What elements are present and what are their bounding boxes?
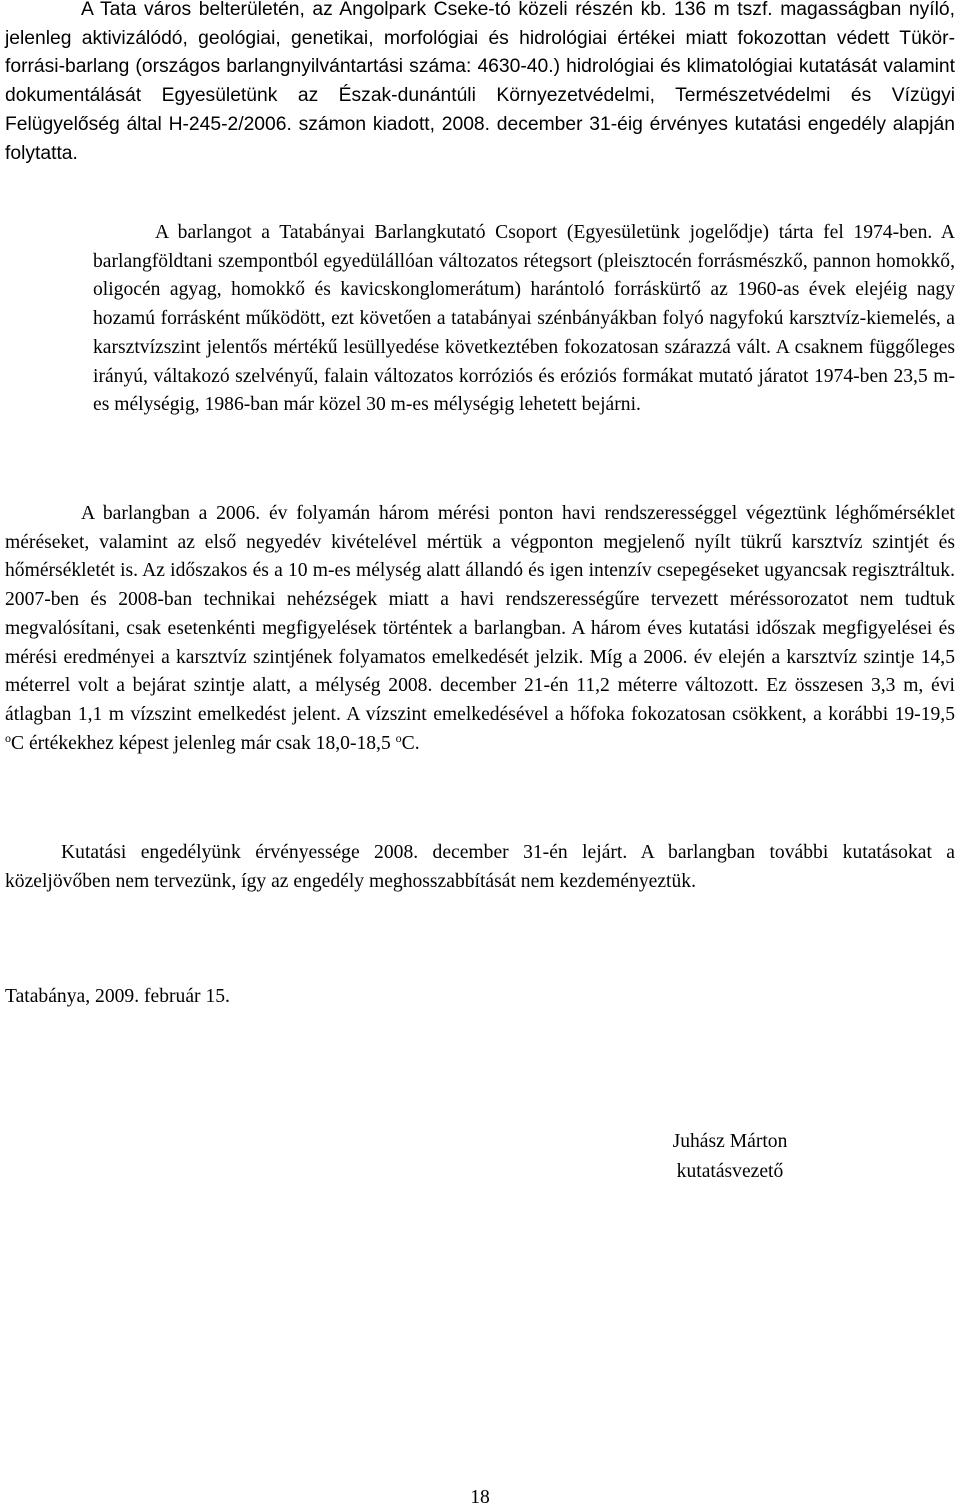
place-and-date: Tatabánya, 2009. február 15. bbox=[5, 986, 230, 1007]
page-number: 18 bbox=[470, 1487, 490, 1508]
degree-superscript-1: o bbox=[5, 730, 11, 745]
paragraph-permit-expiry: Kutatási engedélyünk érvényessége 2008. december 31-én lejárt. A barlangban további kutatásokat a közeljövőben nem tervezünk, így az engedély meghosszabbítását nem kezdeményeztük. bbox=[5, 842, 955, 892]
measurements-text-part-2: C értékekhez képest jelenleg már csak 18,0-18,5 bbox=[11, 732, 396, 754]
paragraph-measurements bbox=[5, 500, 955, 758]
signer-title: kutatásvezető bbox=[676, 1161, 784, 1182]
paragraph-cave-research-intro: A Tata város belterületén, az Angolpark Cseke-tó közeli részén kb. 136 m tszf. magasságban nyíló, jelenleg aktivizálódó, geológiai, genetikai, morfológiai és hidrológiai értékei miatt fokozottan védett Tükör-forrási-barlang (országos barlangnyilvántartási száma: 4630-40.) hidrológiai és klimatológiai kutatását valamint dokumentálását Egyesületünk az Észak-dunántúli Környezetvédelmi, Természetvédelmi és Vízügyi Felügyelőség által H-245-2/2006. számon kiadott, 2008. december 31-éig érvényes kutatási engedély alapján folytatta. bbox=[5, 0, 955, 164]
signature-block bbox=[640, 1127, 820, 1187]
paragraph-cave-history: A barlangot a Tatabányai Barlangkutató Csoport (Egyesületünk jogelődje) tárta fel 1974-ben. A barlangföldtani szempontból egyedülállóan változatos rétegsort (pleisztocén forrásmészkő, pannon homokkő, oligocén agyag, homokkő és kavicskonglomerátum) harántoló forráskürtő az 1960-as évek elejéig nagy hozamú forrásként működött, ezt követően a tatabányai szénbányákban folyó nagyfokú karsztvíz-kiemelés, a karsztvízszint jelentős mértékű lesüllyedése következtében fokozatosan szárazzá vált. A csaknem függőleges irányú, váltakozó szelvényű, falain változatos korróziós és eróziós formákat mutató járatot 1974-ben 23,5 m-es mélységig, 1986-ban már közel 30 m-es mélységig lehetett bejárni. bbox=[93, 222, 955, 416]
signer-name: Juhász Márton bbox=[672, 1131, 788, 1152]
degree-superscript-2: o bbox=[395, 730, 402, 745]
measurements-text-part-1: A barlangban a 2006. év folyamán három mérési ponton havi rendszerességgel végeztünk léghőmérséklet méréseket, valamint az első negyedév kivételével mértük a végponton megjelenő nyílt tükrű karsztvíz szintjét és hőmérsékletét is. Az időszakos és a 10 m-es mélység alatt állandó és igen intenzív csepegéseket ugyancsak regisztráltuk. 2007-ben és 2008-ban technikai nehézségek miatt a havi rendszerességűre tervezett méréssorozatot nem tudtuk megvalósítani, csak esetenkénti megfigyelések történtek a barlangban. A három éves kutatási időszak megfigyelései és mérési eredményei a karsztvíz szintjének folyamatos emelkedését jelzik. Míg a 2006. év elején a karsztvíz szintje 14,5 méterrel volt a bejárat szintje alatt, a mélység 2008. december 21-én 11,2 méterre változott. Ez összesen 3,3 m, évi átlagban 1,1 m vízszint emelkedést jelent. A vízszint emelkedésével a hőfoka fokozatosan csökkent, a korábbi 19-19,5 bbox=[5, 503, 955, 725]
measurements-text-part-3: C. bbox=[401, 732, 420, 754]
